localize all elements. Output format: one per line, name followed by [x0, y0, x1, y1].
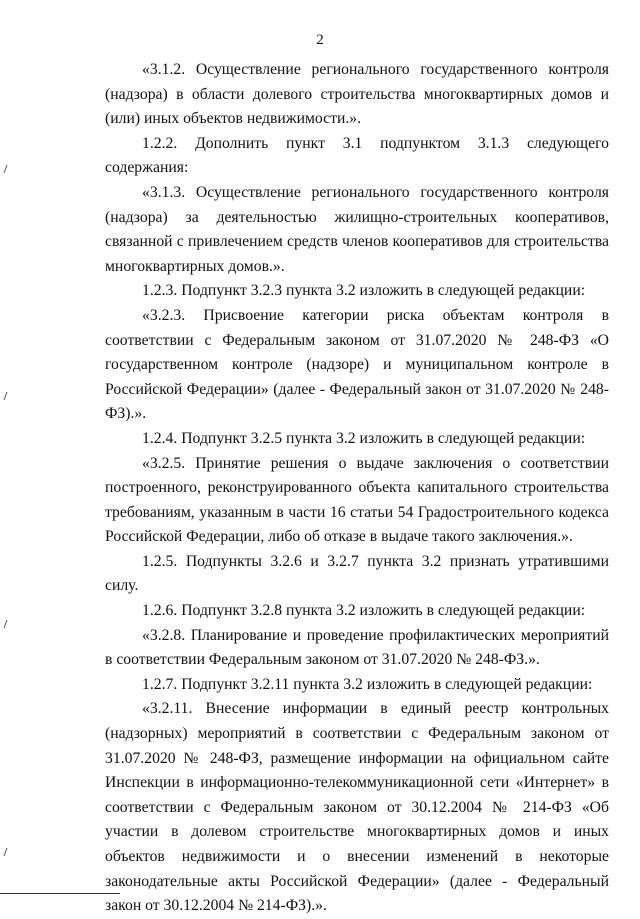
paragraph-3-2-5: «3.2.5. Принятие решения о выдаче заключения о соответствии построенного, реконструированного объекта капитального строительства требованиям, указанным в части 16 статьи 54 Градостроительного кодекса Российской Федерации, либо об отказе в выдаче такого заключения.». [105, 454, 609, 546]
paragraph-1-2-4: 1.2.4. Подпункт 3.2.5 пункта 3.2 изложить в следующей редакции: [142, 429, 586, 447]
paragraph-3-2-11: «3.2.11. Внесение информации в единый реестр контрольных (надзорных) мероприятий в соответствии с Федеральным законом от 31.07.2020 № 248-ФЗ, размещение информации на официальном сайте Инспекции в информационно-телекоммуникационной сети «Интернет» в соответствии с Федеральным законом от 30.12.2004 № 214-ФЗ «Об участии в долевом строительстве многоквартирных домов и иных объектов недвижимости и о внесении изменений в некоторые законодательные акты Российской Федерации» (далее - Федеральный закон от 30.12.2004 № 214-ФЗ).». [105, 700, 609, 915]
paragraph-1-2-7: 1.2.7. Подпункт 3.2.11 пункта 3.2 изложить в следующей редакции: [142, 675, 593, 693]
page-number: 2 [316, 32, 324, 48]
scan-margin-mark [4, 392, 11, 400]
scan-margin-mark [4, 620, 11, 628]
paragraph-3-1-2: «3.1.2. Осуществление регионального государственного контроля (надзора) в области долевого строительства многоквартирных домов и (или) иных объектов недвижимости.». [105, 61, 609, 128]
paragraph-1-2-2: 1.2.2. Дополнить пункт 3.1 подпунктом 3.1.3 следующего содержания: [105, 134, 609, 177]
scan-margin-mark [4, 848, 11, 856]
paragraph-3-2-8: «3.2.8. Планирование и проведение профилактических мероприятий в соответствии Федеральным законом от 31.07.2020 № 248-ФЗ.». [105, 626, 609, 669]
paragraph-3-2-3: «3.2.3. Присвоение категории риска объектам контроля в соответствии с Федеральным законом от 31.07.2020 № 248-ФЗ «О государственном контроле (надзоре) и муниципальном контроле в Российской Федерации» (далее - Федеральный закон от 31.07.2020 № 248-ФЗ).». [105, 306, 609, 423]
paragraph-1-2-5: 1.2.5. Подпункты 3.2.6 и 3.2.7 пункта 3.2 признать утратившими силу. [105, 552, 609, 595]
paragraph-1-2-6: 1.2.6. Подпункт 3.2.8 пункта 3.2 изложить в следующей редакции: [142, 602, 586, 620]
scan-margin-mark [4, 165, 11, 173]
document-body [105, 58, 609, 919]
footnote-divider [0, 893, 120, 894]
paragraph-1-2-3: 1.2.3. Подпункт 3.2.3 пункта 3.2 изложить в следующей редакции: [142, 282, 586, 300]
paragraph-3-1-3: «3.1.3. Осуществление регионального государственного контроля (надзора) за деятельностью жилищно-строительных кооперативов, связанной с привлечением средств членов кооперативов для строительства многоквартирных домов.». [105, 183, 609, 275]
